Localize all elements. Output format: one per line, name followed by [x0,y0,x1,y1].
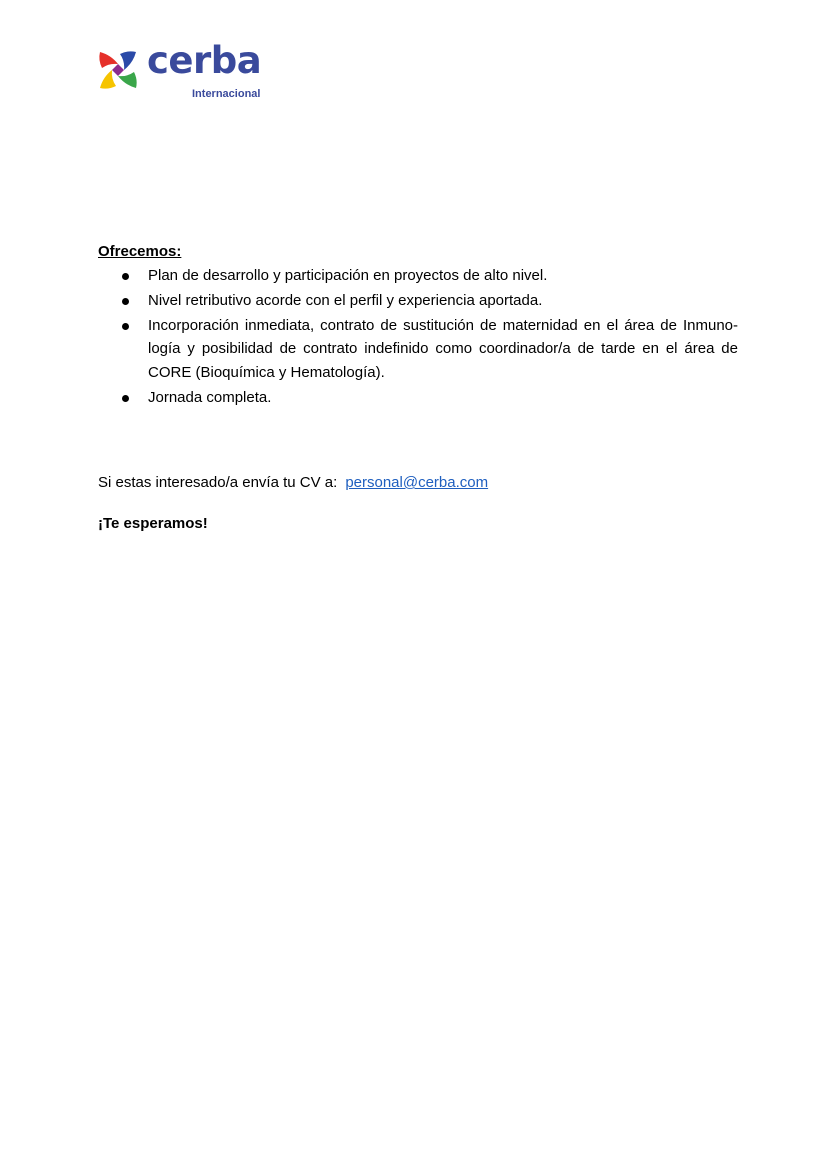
email-link[interactable]: personal@cerba.com [345,474,489,491]
offer-item-text: Jornada completa. [148,388,272,406]
offers-list [98,264,738,410]
offer-item-text: Incorporación inmediata, contrato de sustitución de maternidad en el área de Inmuno-logía y posibilidad de contrato indefinido como coordinador/a de tarde en el área de CORE (Bioquímica y Hematología). [148,316,738,381]
bullet-icon [122,395,129,402]
logo-subtitle: Internacional [192,88,261,100]
offers-section [98,240,738,411]
contact-text: Si estas interesado/a envía tu CV a: [98,474,338,491]
closing-text: ¡Te esperamos! [98,515,208,532]
bullet-icon [122,273,129,280]
offer-item-text: Plan de desarrollo y participación en proyectos de alto nivel. [148,266,548,284]
cerba-logo-mark-icon [97,49,139,91]
logo-wordmark: cerba [147,39,262,82]
contact-line [98,471,488,494]
cerba-logo [97,39,267,104]
bullet-icon [122,298,129,305]
bullet-icon [122,323,129,330]
offer-item [98,386,738,410]
offer-item [98,289,738,313]
offer-item-text: Nivel retributivo acorde con el perfil y experiencia aportada. [148,291,543,309]
offers-heading: Ofrecemos: [98,243,182,260]
offer-item [98,264,738,288]
offer-item [98,314,738,385]
